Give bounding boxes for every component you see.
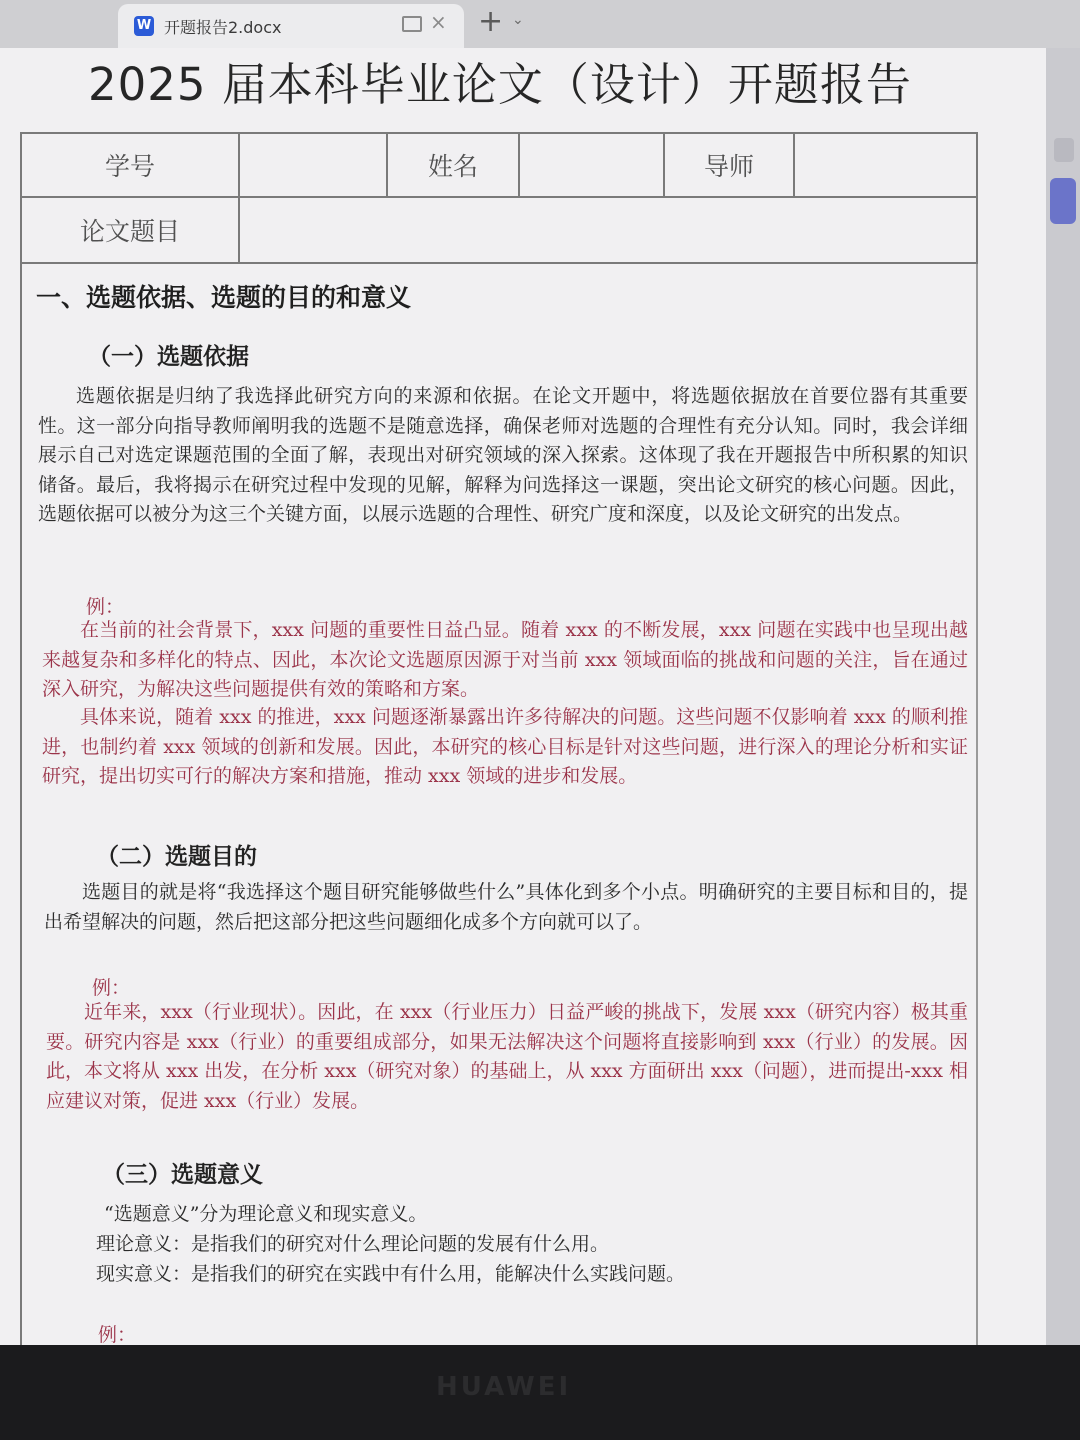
purpose-paragraph: 选题目的就是将“我选择这个题目研究能够做些什么”具体化到多个小点。明确研究的主要目标和目的，提出希望解决的问题，然后把这部分把这些问题细化成多个方向就可以了。: [44, 881, 968, 933]
new-tab-button[interactable]: +: [478, 4, 504, 39]
word-icon: W: [134, 16, 154, 36]
document-title: 2025 届本科毕业论文（设计）开题报告: [88, 58, 912, 111]
tab-title: 开题报告2.docx: [164, 18, 282, 37]
example-paragraph: 在当前的社会背景下，xxx 问题的重要性日益凸显。随着 xxx 的不断发展，xxx 问题在实践中也呈现出越来越复杂和多样化的特点、因此，本次论文选题原因源于对当前 xxx 领域面临的挑战和问题的关注，旨在通过深入研究，为解决这些问题提供有效的策略和方案。: [42, 619, 968, 700]
student-id-label: 学号: [104, 152, 155, 181]
subsection-heading: （三）选题意义: [102, 1161, 263, 1188]
info-table: [20, 132, 978, 264]
student-id-value[interactable]: [240, 134, 386, 196]
side-panel: [1046, 48, 1080, 1345]
example-label: 例：: [92, 977, 131, 999]
close-icon[interactable]: ×: [430, 10, 447, 34]
toolbar-icon[interactable]: [1054, 138, 1074, 162]
subsection-heading: （二）选题目的: [96, 843, 257, 870]
example-label: 例：: [86, 596, 125, 618]
monitor-icon[interactable]: [402, 16, 422, 32]
practice-significance-line: 现实意义：是指我们的研究在实践中有什么用，能解决什么实践问题。: [96, 1263, 686, 1285]
example-paragraph: 具体来说，随着 xxx 的推进，xxx 问题逐渐暴露出许多待解决的问题。这些问题不仅影响着 xxx 的顺利推进，也制约着 xxx 领域的创新和发展。因此，本研究的核心目标是针对这些问题，进行深入的理论分析和实证研究，提出切实可行的解决方案和措施，推动 xxx 领域的进步和发展。: [42, 706, 968, 787]
example-paragraph: 近年来，xxx（行业现状）。因此，在 xxx（行业压力）日益严峻的挑战下，发展 xxx（研究内容）极其重要。研究内容是 xxx（行业）的重要组成部分，如果无法解决这个问题将直接影响到 xxx（行业）的发展。因此，本文将从 xxx 出发，在分析 xxx（研究对象）的基础上，从 xxx 方面研出 xxx（问题），进而提出-xxx 相应建议对策，促进 xxx（行业）发展。: [46, 1001, 968, 1112]
thesis-title-label: 论文题目: [79, 217, 180, 246]
subsection-heading: （一）选题依据: [88, 343, 249, 370]
name-value[interactable]: [520, 134, 663, 196]
example-label: 例：: [98, 1324, 137, 1346]
device-brand-logo: HUAWEI: [436, 1372, 572, 1402]
side-panel-button[interactable]: [1050, 178, 1076, 224]
advisor-value[interactable]: [795, 134, 976, 196]
document-page[interactable]: [0, 48, 1046, 1345]
significance-line: “选题意义”分为理论意义和现实意义。: [104, 1203, 428, 1225]
document-tab[interactable]: [118, 4, 464, 48]
theory-significance-line: 理论意义：是指我们的研究对什么理论问题的发展有什么用。: [96, 1233, 610, 1255]
basis-paragraph: 选题依据是归纳了我选择此研究方向的来源和依据。在论文开题中，将选题依据放在首要位器有其重要性。这一部分向指导教师阐明我的选题不是随意选择，确保老师对选题的合理性有充分认知。同时，我会详细展示自己对选定课题范围的全面了解，表现出对研究领域的深入探索。这体现了我在开题报告中所积累的知识储备。最后，我将揭示在研究过程中发现的见解，解释为问选择这一课题，突出论文研究的核心问题。因此，选题依据可以被分为这三个关键方面，以展示选题的合理性、研究广度和深度，以及论文研究的出发点。: [38, 385, 968, 525]
chevron-down-icon[interactable]: ⌄: [512, 12, 524, 28]
thesis-title-value[interactable]: [240, 198, 976, 262]
advisor-label: 导师: [703, 152, 754, 181]
section-heading: 一、选题依据、选题的目的和意义: [36, 283, 412, 312]
name-label: 姓名: [427, 152, 478, 181]
tab-bar: [0, 0, 1080, 48]
